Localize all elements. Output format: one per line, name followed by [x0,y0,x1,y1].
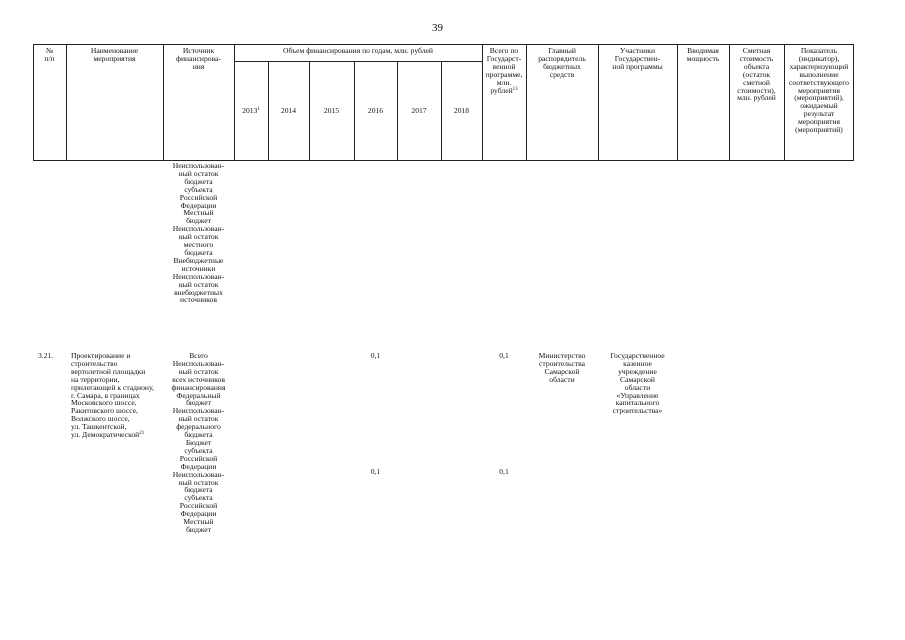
header-year-2015: 2015 [323,106,340,115]
header-volume: Объем финансирования по годам, млн. рублей [283,46,433,55]
header-year-2013: 2013$^1$ [242,106,260,115]
page-number: 39 [432,22,443,34]
header-participants: Участники Государствен- ной программы [612,46,663,71]
row-name: Проектирование и строительство вертолетной площадки на территории, прилегающей к стадиону, г. Самара, в границах Московского шоссе, Ракитовского шоссе, Волжского шоссе, ул. Ташкентской, ул. Демократической$^{21}$ [71,351,154,440]
continued-sources-list: Неиспользован- ный остаток бюджета субъекта Российской Федерации Местный бюджет Неиспользован- ный остаток местного бюджета Внебюджетные источники Неиспользован- ный остаток внебюджетных источников [172,161,225,305]
header-manager: Главный распорядитель бюджетных средств [538,46,586,79]
row-manager: Министерство строительства Самарской области [538,351,586,384]
header-year-2018: 2018 [453,106,470,115]
header-total: Всего по Государст- венной программе, млн. рублей$^{13}$ [485,46,523,95]
header-year-2017: 2017 [411,106,427,115]
header-number: № п/п [44,46,55,63]
header-year-2014: 2014 [280,106,297,115]
value-program-total: 0,1 [499,351,509,360]
header-name: Наименование мероприятия [90,46,139,63]
row-number: 3.21. [38,351,54,360]
row-participant: Государственное казенное учреждение Самарской области «Управление капитального строительства» [610,351,665,416]
header-year-2016: 2016 [367,106,384,115]
value-program-region: 0,1 [499,467,509,476]
row-sources-list: Всего Неиспользован- ный остаток всех источников финансирования Федеральный бюджет Неиспользован- ный остаток федерального бюджета Бюджет субъекта Российской Федерации Неиспользован- ный остаток бюджета субъекта Российской Федерации Местный бюджет [171,351,226,534]
value-2016-region: 0,1 [370,467,381,476]
header-capacity: Вводимая мощность [686,46,720,63]
header-indicator: Показатель (индикатор), характеризующий выполнение соответствующего мероприятия (мероприятий), ожидаемый результат мероприятия (мероприятий) [789,46,849,135]
value-2016-total: 0,1 [370,351,381,360]
header-cost: Сметная стоимость объекта (остаток сметной стоимости), млн. рублей [737,46,776,103]
header-source: Источник финансирова- ния [176,46,221,71]
